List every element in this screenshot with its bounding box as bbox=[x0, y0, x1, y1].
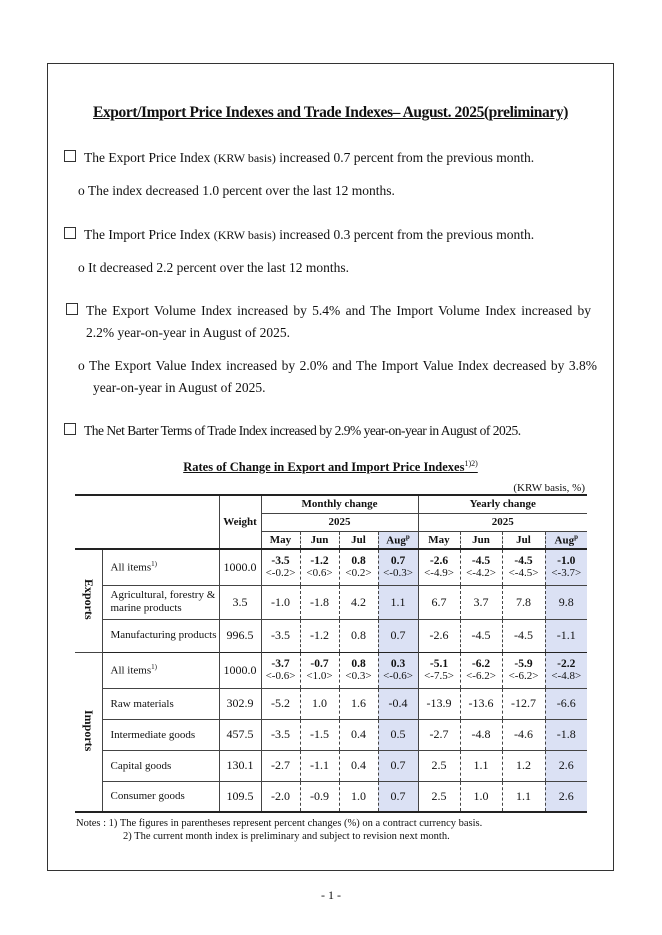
page-title: Export/Import Price Indexes and Trade Indexes– August. 2025(preliminary) bbox=[93, 104, 568, 121]
price-change-table bbox=[75, 494, 587, 813]
table-row: Raw materials 302.9 -5.2 1.0 1.6 -0.4 -13.9 -13.6 -12.7 -6.6 bbox=[75, 688, 587, 719]
checkbox-bullet-icon bbox=[64, 423, 76, 435]
yearly-header: Yearly change bbox=[418, 495, 587, 513]
checkbox-bullet-icon bbox=[64, 150, 76, 162]
table-row: Capital goods 130.1 -2.7 -1.1 0.4 0.7 2.5 1.1 1.2 2.6 bbox=[75, 750, 587, 781]
exports-label: Exports bbox=[81, 578, 96, 620]
table-caption: Rates of Change in Export and Import Price Indexes$^{1)2)}$ bbox=[183, 459, 478, 475]
table-row: Exports All items$^{1)}$ 1000.0 -3.5 <-0.2> -1.2 <0.6> 0.8 <0.2> 0.7 <-0.3> -2.6 <-4.9> -4.5 <-4.2> -4.5 <-4.5> -1.0 <-3.7> bbox=[75, 549, 587, 585]
table-row: Manufacturing products 996.5 -3.5 -1.2 0.8 0.7 -2.6 -4.5 -4.5 -1.1 bbox=[75, 619, 587, 652]
header-row-months: May Jun Jul Aug$^p$ May Jun Jul Aug$^p$ bbox=[75, 531, 587, 549]
table-row: Agricultural, forestry & marine products 3.5 -1.0 -1.8 4.2 1.1 6.7 3.7 7.8 9.8 bbox=[75, 585, 587, 619]
header-row-1 bbox=[75, 495, 587, 513]
table-row: Intermediate goods 457.5 -3.5 -1.5 0.4 0.5 -2.7 -4.8 -4.6 -1.8 bbox=[75, 719, 587, 750]
imports-label: Imports bbox=[81, 709, 96, 751]
page-number: - 1 - bbox=[321, 888, 341, 902]
page-frame bbox=[47, 63, 614, 871]
sub-import-price: o It decreased 2.2 percent over the last 12 months. bbox=[78, 260, 350, 275]
table-notes: Notes : 1) The figures in parentheses represent percent changes (%) on a contract currency basis. 2) The current month index is preliminary and subject to revision next month. bbox=[76, 818, 483, 842]
paragraph-export-price: The Export Price Index (KRW basis) increased 0.7 percent from the previous month. bbox=[64, 147, 591, 169]
monthly-header: Monthly change bbox=[261, 495, 418, 513]
table-row: Consumer goods 109.5 -2.0 -0.9 1.0 0.7 2.5 1.0 1.1 2.6 bbox=[75, 781, 587, 812]
table-row: Imports All items$^{1)}$ 1000.0 -3.7 <-0.6> -0.7 <1.0> 0.8 <0.3> 0.3 <-0.6> -5.1 <-7.5> -6.2 <-6.2> -5.9 <-6.2> -2.2 <-4.8> bbox=[75, 652, 587, 688]
table-unit: (KRW basis, %) bbox=[513, 482, 585, 494]
weight-header: Weight bbox=[219, 495, 261, 549]
checkbox-bullet-icon bbox=[66, 303, 78, 315]
paragraph-volume: The Export Volume Index increased by 5.4% and The Import Volume Index increased by 2.2% year-on-year in August of 2025. bbox=[64, 300, 591, 344]
header-row-2: 2025 2025 bbox=[75, 513, 587, 531]
paragraph-import-price: The Import Price Index (KRW basis) increased 0.3 percent from the previous month. bbox=[64, 224, 591, 246]
checkbox-bullet-icon bbox=[64, 227, 76, 239]
sub-value: o The Export Value Index increased by 2.0% and The Import Value Index decreased by 3.8% year-on-year in August of 2025. bbox=[78, 358, 597, 395]
paragraph-terms-of-trade: The Net Barter Terms of Trade Index increased by 2.9% year-on-year in August of 2025. bbox=[64, 420, 591, 442]
sub-export-price: o The index decreased 1.0 percent over the last 12 months. bbox=[78, 183, 395, 198]
